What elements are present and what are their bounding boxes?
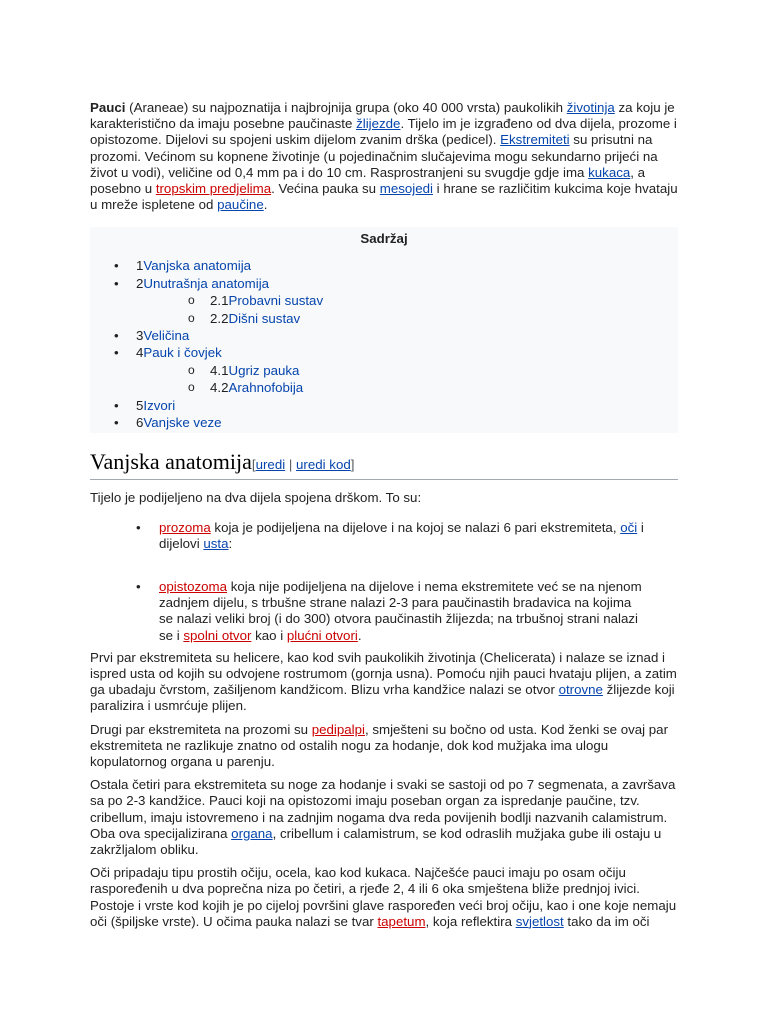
- link-oci[interactable]: oči: [620, 519, 638, 535]
- edit-source-link[interactable]: uredi kod: [296, 457, 351, 473]
- link-organa[interactable]: organa: [231, 825, 273, 841]
- link-paucine[interactable]: paučine: [217, 197, 264, 213]
- link-otrovne[interactable]: otrovne: [558, 682, 603, 698]
- link-kukaca[interactable]: kukaca: [588, 164, 631, 180]
- toc-item-3[interactable]: • 3Veličina: [90, 327, 678, 344]
- toc-item-1[interactable]: • 1Vanjska anatomija: [90, 257, 678, 274]
- link-ekstremiteti[interactable]: Ekstremiteti: [500, 132, 570, 148]
- link-zlijezde[interactable]: žlijezde: [356, 116, 401, 132]
- section-lead: Tijelo je podijeljeno na dva dijela spojena drškom. To su:: [90, 490, 422, 506]
- link-zivotinja[interactable]: životinja: [566, 100, 615, 115]
- list-item-opistozoma: • opistozoma koja nije podijeljena na dijelove i nema ekstremitete već se na njenom zadnjem dijelu, s trbušne strane nalazi 2-3 para paučinastih bradavica na kojima se nalazi veliki broj (i do 300) otvora paučinastih žlijezda; na trbušnoj strani nalazi se i spolni otvor kao i plućni otvori.: [90, 579, 647, 644]
- table-of-contents: [90, 227, 678, 433]
- toc-item-5[interactable]: • 5Izvori: [90, 397, 678, 414]
- body-parts-list: [90, 520, 678, 644]
- toc-item-4[interactable]: • 4Pauk i čovjek: [90, 344, 678, 361]
- article-subject: Pauci: [90, 100, 126, 115]
- paragraph-helicere: Prvi par ekstremiteta su helicere, kao kod svih paukolikih životinja (Chelicerata) i nalaze se iznad i ispred usta od kojih su odvojene rostrumom (gornja usna). Pomoću njih pauci hvataju plijen, a zatim ga ubadaju čvrstom, zašiljenom kandžicom. Blizu vrha kandžice nalazi se otvor otrovne žlijezde koji paralizira i usmrćuje plijen.: [90, 649, 677, 714]
- edit-link[interactable]: uredi: [255, 457, 286, 473]
- toc-item-2[interactable]: • 2Unutrašnja anatomija: [90, 275, 678, 292]
- intro-paragraph: Pauci (Araneae) su najpoznatija i najbrojnija grupa (oko 40 000 vrsta) paukolikih životinja za koju je karakteristično da imaju posebne paučinaste žlijezde. Tijelo im je izgrađeno od dva dijela, prozome i opistozome. Dijelovi su spojeni uskim dijelom zvanim drška (pedicel). Ekstremiteti su prisutni na prozomi. Većinom su kopnene životinje (u pojedinačnim slučajevima mogu sekundarno prijeći na život u vodi), veličine od 0,4 mm pa i do 10 cm. Rasprostranjeni su svugdje gdje ima kukaca, a posebno u tropskim predjelima. Većina pauka su mesojedi i hrane se različitim kukcima koje hvataju u mreže ispletene od paučine.: [90, 100, 678, 213]
- redlink-spolni-otvor[interactable]: spolni otvor: [183, 627, 252, 643]
- link-mesojedi[interactable]: mesojedi: [379, 181, 433, 197]
- link-usta[interactable]: usta: [203, 535, 229, 551]
- edit-links: [uredi | uredi kod]: [251, 457, 355, 473]
- redlink-opistozoma[interactable]: opistozoma: [159, 578, 227, 594]
- redlink-tropskim-predjelima[interactable]: tropskim predjelima: [155, 181, 272, 197]
- redlink-plucni-otvori[interactable]: plućni otvori: [286, 627, 358, 643]
- toc-item-4-1[interactable]: o 4.1Ugriz pauka: [90, 362, 678, 379]
- section-heading: [90, 449, 678, 480]
- paragraph-pedipalpi: Drugi par ekstremiteta na prozomi su pedipalpi, smješteni su bočno od usta. Kod ženki se ovaj par ekstremiteta ne razlikuje znatno od ostalih nogu za hodanje, dok kod mužjaka ima ulogu kopulatornog organa u parenju.: [90, 721, 668, 769]
- list-item-prozoma: • prozoma koja je podijeljena na dijelove i na kojoj se nalazi 6 pari ekstremiteta, oči i dijelovi usta:: [90, 520, 647, 552]
- toc-item-2-1[interactable]: o 2.1Probavni sustav: [90, 292, 678, 309]
- redlink-tapetum[interactable]: tapetum: [377, 913, 426, 929]
- redlink-prozoma[interactable]: prozoma: [159, 519, 211, 535]
- toc-item-2-2[interactable]: o 2.2Dišni sustav: [90, 310, 678, 327]
- article-body: [90, 96, 678, 930]
- paragraph-oci: Oči pripadaju tipu prostih očiju, ocela, kao kod kukaca. Najčešće pauci imaju po osam očiju raspoređenih u dva poprečna niza po četiri, a rjeđe 2, 4 ili 6 oka smještena bliže prednjoj ivici. Postoje i vrste kod kojih je po cijeloj površini glave raspoređen veći broj očiju, kao i one koje nemaju oči (špiljske vrste). U očima pauka nalazi se tvar tapetum, koja reflektira svjetlost tako da im oči: [90, 865, 677, 929]
- link-svjetlost[interactable]: svjetlost: [515, 913, 564, 929]
- toc-title: Sadržaj: [360, 231, 408, 247]
- toc-item-4-2[interactable]: o 4.2Arahnofobija: [90, 379, 678, 396]
- toc-item-6[interactable]: • 6Vanjske veze: [90, 414, 678, 431]
- paragraph-noge: Ostala četiri para ekstremiteta su noge za hodanje i svaki se sastoji od po 7 segmenata, a završava sa po 2-3 kandžice. Pauci koji na opistozomi imaju poseban organ za ispredanje paučine, tzv. cribellum, imaju istovremeno i na zadnjim nogama dva reda povijenih bodlji nazvanih calamistrum. Oba ova specijalizirana organa, cribellum i calamistrum, se kod odraslih mužjaka gube ili ostaju u zakržljalom obliku.: [90, 777, 676, 857]
- toc-list: [90, 257, 678, 431]
- redlink-pedipalpi[interactable]: pedipalpi: [311, 721, 365, 737]
- section-title: Vanjska anatomija: [90, 449, 252, 475]
